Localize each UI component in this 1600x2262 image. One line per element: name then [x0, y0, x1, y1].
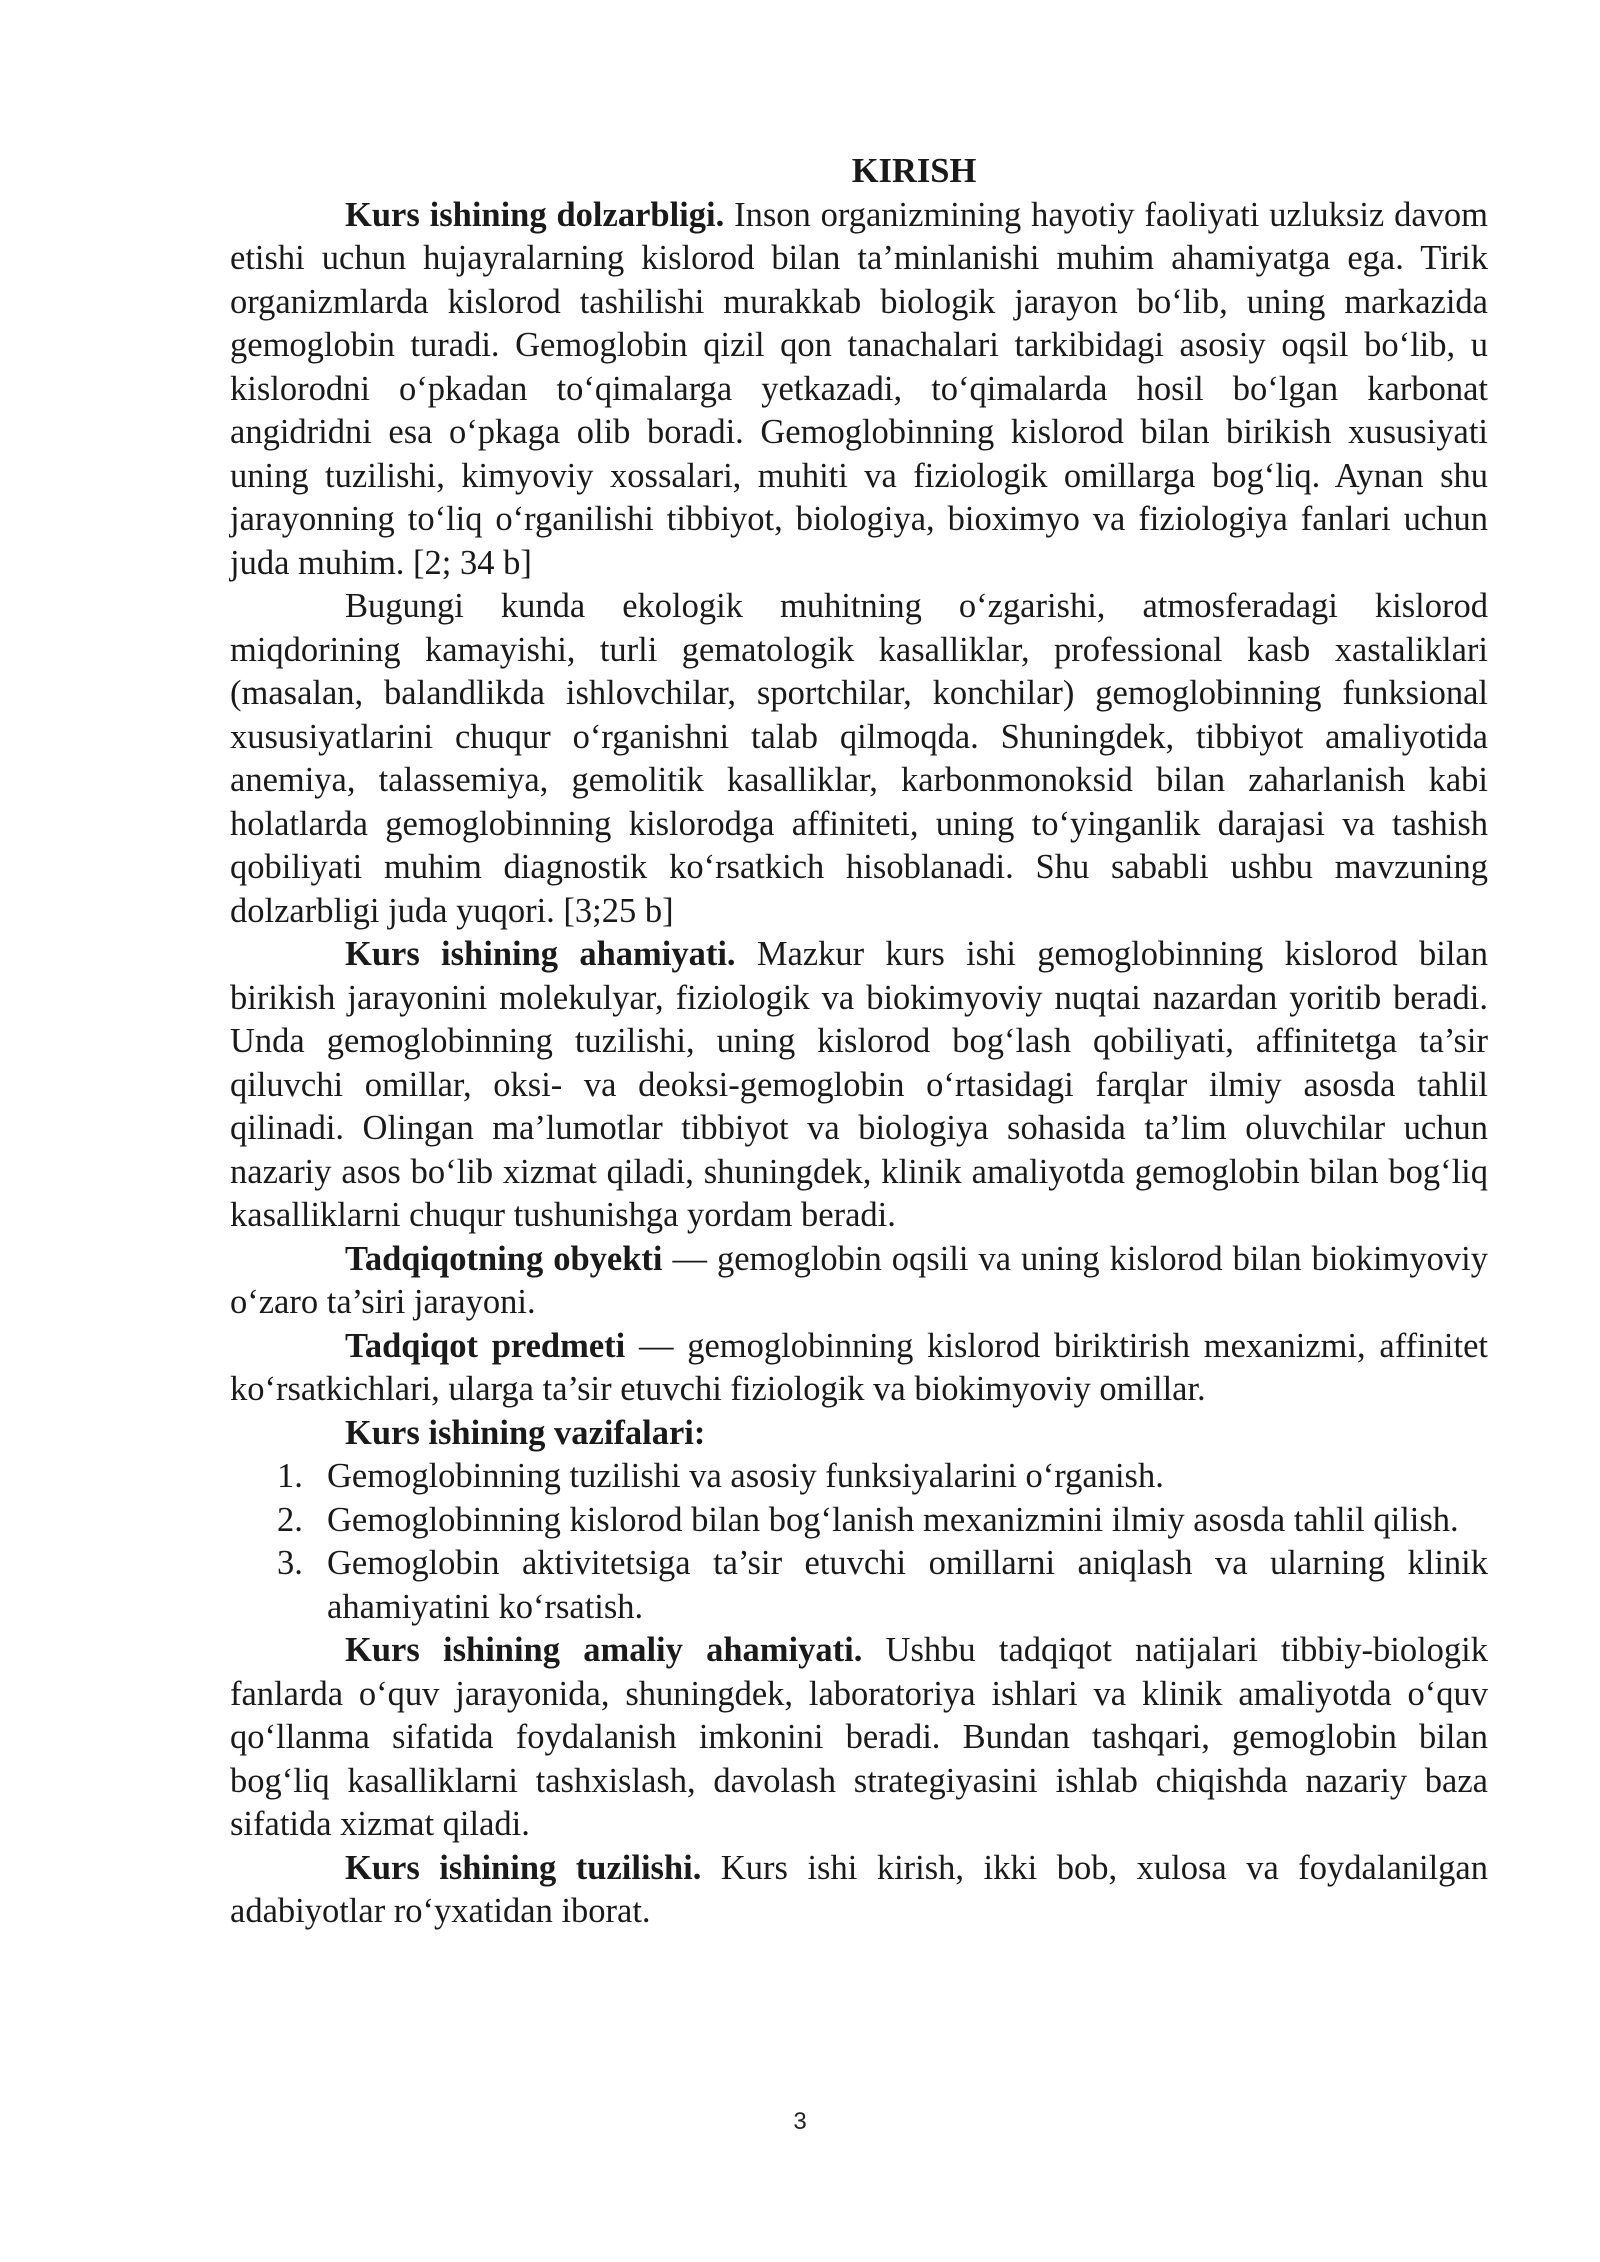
list-item-text: Gemoglobinning tuzilishi va asosiy funksiyalarini o‘rganish. — [327, 1457, 1164, 1495]
paragraph-heading: Kurs ishining dolzarbligi. — [345, 195, 725, 234]
paragraph-text: Bugungi kunda ekologik muhitning o‘zgarishi, atmosferadagi kislorod miqdorining kamayishi, turli gematologik kasalliklar, professional kasb xastaliklari (masalan, balandlikda ishlovchilar, sportchilar, konchilar) gemoglobinning funksional xususiyatlarini chuqur o‘rganishni talab qilmoqda. Shuningdek, tibbiyot amaliyotida anemiya, talassemiya, gemolitik kasalliklar, karbonmonoksid bilan zaharlanish kabi holatlarda gemoglobinning kislorodga affiniteti, uning to‘yinganlik darajasi va tashish qobiliyati muhim diagnostik ko‘rsatkich hisoblanadi. Shu sababli ushbu mavzuning dolzarbligi juda yuqori. [3;25 b] — [230, 587, 1488, 930]
list-item-text: Gemoglobinning kislorod bilan bog‘lanish mexanizmini ilmiy asosda tahlil qilish. — [327, 1500, 1459, 1539]
paragraph-text: Kurs ishi kirish, ikki bob, xulosa va foydalanilgan adabiyotlar ro‘yxatidan iborat. — [230, 1848, 1488, 1930]
page-number: 3 — [793, 2108, 807, 2135]
page-title: KIRISH — [851, 152, 977, 190]
paragraph-heading: Kurs ishining amaliy ahamiyati. — [345, 1631, 863, 1669]
paragraph-text: Inson organizmining hayotiy faoliyati uzluksiz davom etishi uchun hujayralarning kislorod bilan ta’minlanishi muhim ahamiyatga ega. Tirik organizmlarda kislorod tashilishi murakkab biologik jarayon bo‘lib, uning markazida gemoglobin turadi. Gemoglobin qizil qon tanachalari tarkibidagi asosiy oqsil bo‘lib, u kislorodni o‘pkadan to‘qimalarga yetkazadi, to‘qimalarda hosil bo‘lgan karbonat angidridni esa o‘pkaga olib boradi. Gemoglobinning kislorod bilan birikish xususiyati uning tuzilishi, kimyoviy xossalari, muhiti va fiziologik omillarga bog‘liq. Aynan shu jarayonning to‘liq o‘rganilishi tibbiyot, biologiya, bioximyo va fiziologiya fanlari uchun juda muhim. [2; 34 b] — [230, 195, 1488, 582]
list-item — [277, 1499, 1488, 1543]
paragraph-tuzilish — [230, 1847, 1488, 1934]
paragraph-amaliy — [230, 1629, 1488, 1847]
tasks-list — [230, 1455, 1488, 1629]
tasks-heading: Kurs ishining vazifalari: — [345, 1413, 706, 1452]
paragraph-text: — gemoglobinning kislorod biriktirish mexanizmi, affinitet ko‘rsatkichlari, ularga ta’sir etuvchi fiziologik va biokimyoviy omillar. — [230, 1326, 1489, 1408]
list-item-text: Gemoglobin aktivitetsiga ta’sir etuvchi omillarni aniqlash va ularning klinik ahamiyatini ko‘rsatish. — [327, 1544, 1488, 1626]
paragraph-heading: Kurs ishining tuzilishi. — [345, 1848, 702, 1887]
list-item — [277, 1455, 1488, 1499]
document-page — [230, 150, 1488, 1934]
list-item — [277, 1542, 1488, 1629]
paragraph-ahamiyat — [230, 933, 1488, 1238]
paragraph-heading: Tadqiqot predmeti — [345, 1326, 626, 1365]
paragraph-obyekt — [230, 1238, 1488, 1325]
list-item-number: 2. — [277, 1500, 303, 1539]
paragraph-predmet — [230, 1325, 1488, 1412]
paragraph-heading: Tadqiqotning obyekti — [345, 1239, 663, 1278]
paragraph-heading: Kurs ishining ahamiyati. — [345, 935, 736, 973]
paragraph-text: Mazkur kurs ishi gemoglobinning kislorod bilan birikish jarayonini molekulyar, fiziologik va biokimyoviy nuqtai nazardan yoritib beradi. Unda gemoglobinning tuzilishi, uning kislorod bog‘lash qobiliyati, affinitetga ta’sir qiluvchi omillar, oksi- va deoksi-gemoglobin o‘rtasidagi farqlar ilmiy asosda tahlil qilinadi. Olingan ma’lumotlar tibbiyot va biologiya sohasida ta’lim oluvchilar uchun nazariy asos bo‘lib xizmat qiladi, shuningdek, klinik amaliyotda gemoglobin bilan bog‘liq kasalliklarni chuqur tushunishga yordam beradi. — [230, 935, 1488, 1234]
paragraph-text: — gemoglobin oqsili va uning kislorod bilan biokimyoviy o‘zaro ta’siri jarayoni. — [230, 1239, 1488, 1321]
paragraph-text: Ushbu tadqiqot natijalari tibbiy-biologik fanlarda o‘quv jarayonida, shuningdek, laboratoriya ishlari va klinik amaliyotda o‘quv qo‘llanma sifatida foydalanish imkonini beradi. Bundan tashqari, gemoglobin bilan bog‘liq kasalliklarni tashxislash, davolash strategiyasini ishlab chiqishda nazariy baza sifatida xizmat qiladi. — [230, 1631, 1489, 1843]
paragraph-bugungi — [230, 585, 1488, 933]
list-item-number: 1. — [277, 1457, 303, 1495]
paragraph-dolzarblik — [230, 194, 1488, 586]
list-item-number: 3. — [277, 1544, 303, 1582]
